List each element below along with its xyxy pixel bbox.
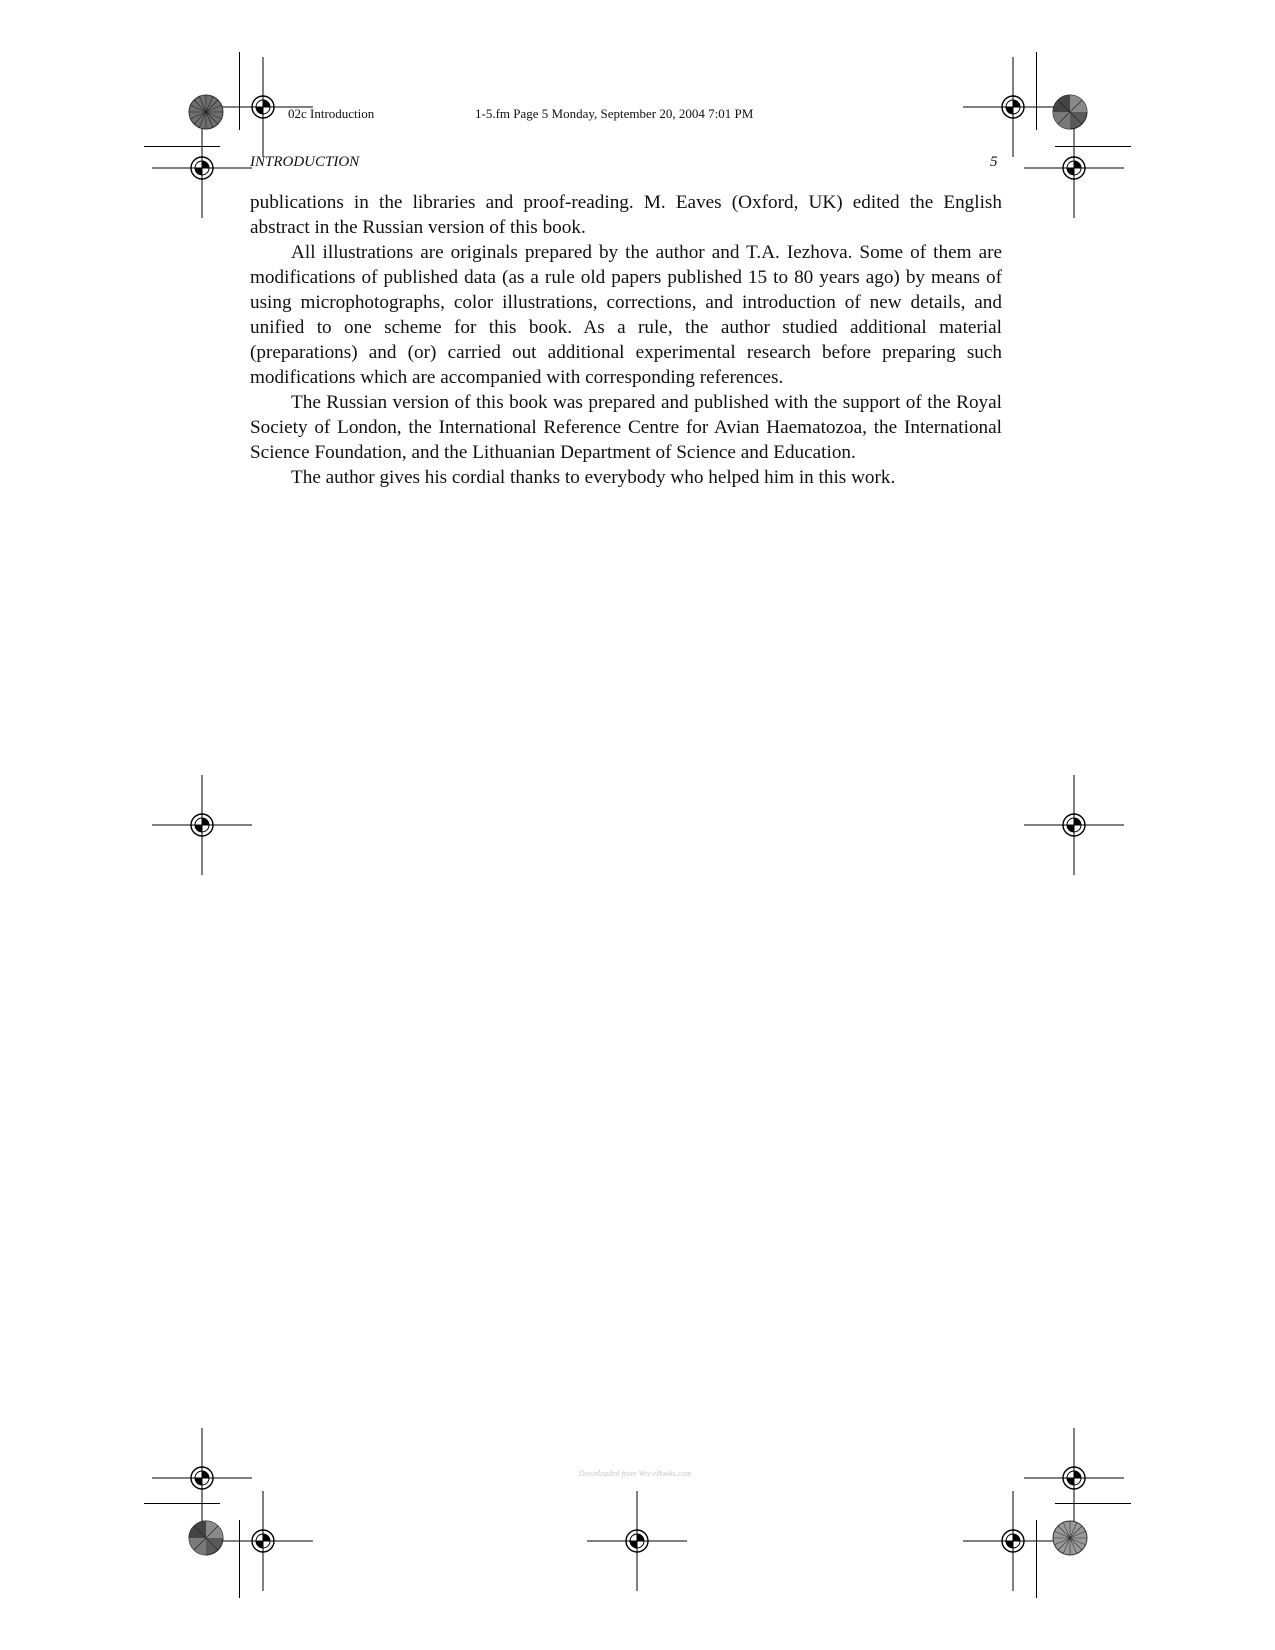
crop-mark <box>1055 146 1131 147</box>
paragraph: publications in the libraries and proof-reading. M. Eaves (Oxford, UK) edited the English abstract in the Russian version of this book. <box>250 192 1002 238</box>
slug-file-info: 1-5.fm Page 5 Monday, September 20, 2004 7:01 PM <box>475 106 754 121</box>
crop-mark <box>1055 1503 1131 1504</box>
watermark: Downloaded from Wei-eBooks.com <box>578 1469 692 1478</box>
crop-mark <box>144 146 220 147</box>
registration-crosshair-icon <box>147 770 257 880</box>
crop-mark <box>1036 1520 1037 1598</box>
paragraph: All illustrations are originals prepared by the author and T.A. Iezhova. Some of them are modifications of published data (as a rule old papers published 15 to 80 years ago) by means of using microphotographs, color illustrations, corrections, and introduction of new details, and unified to one scheme for this book. As a rule, the author studied additional material (preparations) and (or) carried out additional experimental research before preparing such modifications which are accompanied with corresponding references. <box>250 242 1002 388</box>
color-bar-disc-icon <box>188 1520 224 1556</box>
registration-crosshair-icon <box>208 1486 318 1596</box>
registration-crosshair-icon <box>582 1486 692 1596</box>
color-bar-disc-icon <box>1052 1520 1088 1556</box>
slug-file-label: 02c Introduction <box>288 106 375 121</box>
page-number: 5 <box>990 154 998 170</box>
paragraph: The author gives his cordial thanks to everybody who helped him in this work. <box>291 467 896 488</box>
paragraph: The Russian version of this book was prepared and published with the support of the Royal Society of London, the International Reference Centre for Avian Haematozoa, the International Science Foundation, and the Lithuanian Department of Science and Education. <box>250 392 1002 463</box>
crop-mark <box>239 52 240 130</box>
crop-mark <box>239 1520 240 1598</box>
crop-mark <box>1036 52 1037 130</box>
body-text <box>250 190 1002 490</box>
color-bar-disc-icon <box>1052 94 1088 130</box>
registration-crosshair-icon <box>1019 770 1129 880</box>
color-bar-disc-icon <box>188 94 224 130</box>
crop-mark <box>144 1503 220 1504</box>
running-head-title: INTRODUCTION <box>250 154 360 170</box>
